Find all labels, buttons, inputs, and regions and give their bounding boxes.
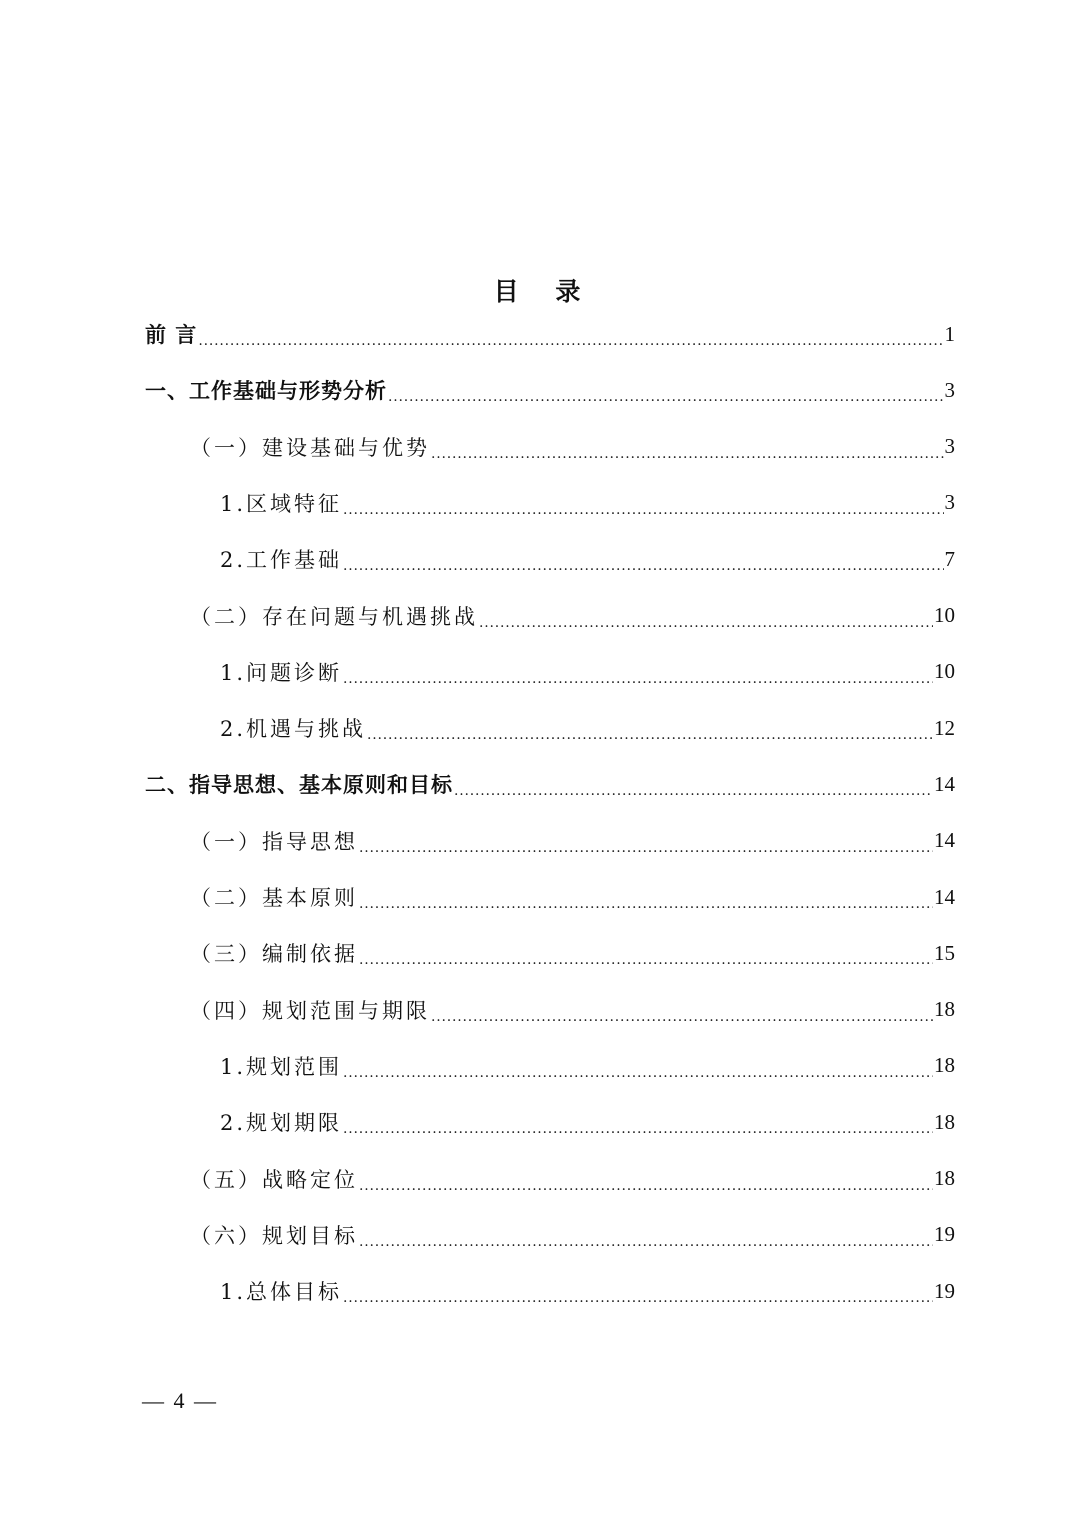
page-number: — 4 — [142,1388,218,1413]
toc-entry[interactable] [220,531,955,587]
toc-entry-label: 1.区域特征 [220,491,343,516]
toc-entry[interactable] [220,1094,955,1150]
toc-entry[interactable] [145,306,955,362]
toc-entry-page: 7 [944,546,955,571]
toc-entry-page: 18 [934,1109,955,1134]
toc-entry-page: 19 [934,1222,955,1247]
toc-entry-label: 2.规划期限 [220,1111,343,1136]
toc-entry-page: 12 [934,715,955,740]
toc-entry-label: （四）规划范围与期限 [190,998,430,1023]
toc-entry[interactable] [190,869,955,925]
toc-entry[interactable] [190,925,955,981]
toc-entry[interactable] [220,644,955,700]
toc-entry-label: （二）基本原则 [190,886,358,910]
toc-leader-dots [359,945,933,969]
toc-entry-page: 18 [934,1166,955,1190]
toc-leader-dots [431,1002,933,1026]
toc-leader-dots [431,439,944,463]
toc-entry-page: 3 [944,434,955,459]
toc-entry-page: 14 [934,771,955,796]
toc-entry-page: 10 [934,659,955,684]
toc-entry-label: 1.规划范围 [220,1054,343,1079]
toc-entry-label: （二）存在问题与机遇挑战 [190,604,478,629]
toc-entry-label: 一、工作基础与形势分析 [145,378,387,404]
toc-leader-dots [343,1058,933,1082]
toc-leader-dots [359,1227,933,1251]
toc-entry[interactable] [190,982,955,1038]
toc-entry-label: 2.工作基础 [220,548,343,573]
toc-leader-dots [343,551,943,575]
toc-entry-label: （三）编制依据 [190,942,358,967]
toc-entry-label: 前 言 [145,322,198,347]
toc-entry[interactable] [190,1151,955,1207]
toc-entry-label: （一）指导思想 [190,829,358,854]
toc-entry-label: 1.问题诊断 [220,660,343,685]
toc-entry-page: 10 [934,603,955,627]
toc-entry[interactable] [145,362,955,418]
toc-entry-label: （六）规划目标 [190,1223,358,1248]
toc-entry[interactable] [220,1263,955,1319]
toc-entry[interactable] [190,813,955,869]
toc-entry-page: 1 [944,321,955,346]
toc-entry-page: 14 [934,828,955,853]
toc-leader-dots [367,720,933,744]
toc-entry-page: 3 [944,377,955,402]
toc-entry-page: 15 [934,940,955,965]
toc-entry-page: 14 [934,884,955,909]
toc-entry-label: 1.总体目标 [220,1280,343,1305]
toc-leader-dots [343,1283,933,1307]
toc-entry[interactable] [190,588,955,644]
toc-entry[interactable] [220,475,955,531]
toc-leader-dots [343,495,943,519]
toc-entry-label: （一）建设基础与优势 [190,435,430,460]
toc-entry-page: 19 [934,1278,955,1303]
toc-entry-label: （五）战略定位 [190,1167,358,1192]
toc-leader-dots [359,833,933,857]
toc-leader-dots [198,326,943,350]
toc-entry[interactable] [220,700,955,756]
toc-leader-dots [343,664,933,688]
toc-entry[interactable] [190,419,955,475]
toc-entry-page: 18 [934,997,955,1022]
toc-leader-dots [388,382,944,406]
toc-leader-dots [359,1171,933,1195]
toc-entry-label: 二、指导思想、基本原则和目标 [145,772,453,798]
toc-leader-dots [479,608,933,632]
toc-title: 目 录 [493,277,595,306]
toc-entry[interactable] [145,756,955,812]
toc-leader-dots [454,776,933,800]
toc-leader-dots [359,889,933,913]
toc-entry[interactable] [220,1038,955,1094]
toc-entry-page: 3 [944,490,955,515]
toc-entry-label: 2.机遇与挑战 [220,717,367,742]
toc-leader-dots [343,1114,933,1138]
toc-entry-page: 18 [934,1053,955,1078]
toc-entry[interactable] [190,1207,955,1263]
